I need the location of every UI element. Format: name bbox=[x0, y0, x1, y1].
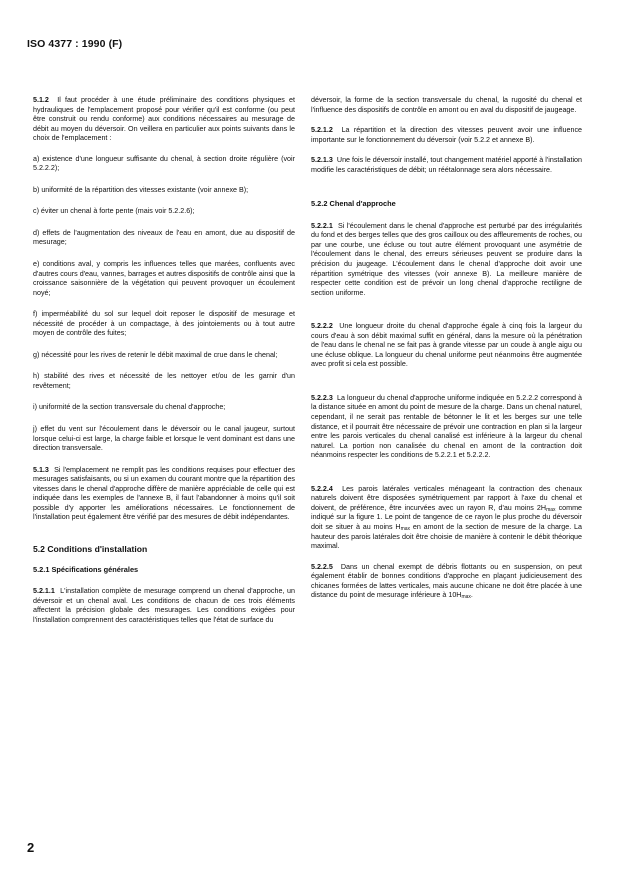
clause-text: Une longueur droite du chenal d'approche égale à cinq fois la largeur du cours d'eau à son débit maximal suffit en général, dans la mesure où la pénétration de l'eau dans le chenal ne se fait pas à grande vitesse par un coude à angle aigu ou une écluse oblique. La longueur du chenal uniforme peut néanmoins être augmentée avec profit si cela est possible. bbox=[311, 322, 582, 369]
document-header: ISO 4377 : 1990 (F) bbox=[27, 38, 123, 50]
clause-text: Une fois le déversoir installé, tout changement matériel apporté à l'installation modifie les caractéristiques de débit; un réétalonnage sera alors nécessaire. bbox=[311, 156, 582, 174]
right-column bbox=[311, 96, 582, 612]
paragraph-5-2-2-1 bbox=[311, 222, 582, 298]
list-item: g) nécessité pour les rives de retenir le débit maximal de crue dans le chenal; bbox=[33, 350, 278, 359]
list-item: f) imperméabilité du sol sur lequel doit reposer le dispositif de mesurage et nécessité de procéder à un compactage, à des jointoiements ou à tout autre moyen de contrôle des fuites; bbox=[33, 310, 295, 338]
subsection-heading-5-2-2: 5.2.2 Chenal d'approche bbox=[311, 199, 396, 209]
clause-number: 5.2.2.3 bbox=[311, 393, 333, 402]
clause-text: Il faut procéder à une étude préliminaire des conditions physiques et hydrauliques de l'emplacement proposé pour vérifier qu'il est conforme (ou peut être construit ou rendu conforme) aux conditions nécessaires au mesurage de débit au moyen du déversoir. On veillera en particulier aux points suivants dans le choix de l'emplacement : bbox=[33, 96, 295, 143]
list-item: a) existence d'une longueur suffisante du chenal, à section droite régulière (voir 5.2.2.2); bbox=[33, 154, 295, 173]
clause-text: L'installation complète de mesurage comprend un chenal d'approche, un déversoir et un chenal aval. Les conditions de chacun de ces trois éléments affectent la précision globale des mesurages. Les conditions exigées pour l'installation comprennent des caractéristiques telles que l'état de surface du bbox=[33, 587, 295, 624]
clause-number: 5.2.1.1 bbox=[33, 587, 55, 596]
list-item: b) uniformité de la répartition des vitesses existante (voir annexe B); bbox=[33, 185, 249, 194]
clause-text: . bbox=[470, 591, 473, 600]
subscript: max bbox=[546, 506, 556, 513]
clause-number: 5.2.2.1 bbox=[311, 221, 333, 230]
clause-text: Si l'écoulement dans le chenal d'approche est perturbé par des irrégularités du fond et des berges telles que des gros cailloux ou des affleurements de roches, ou par une courbe, une écluse ou tout autre élément provoquant une asymétrie de l'écoulement dans le chenal, des erreurs sérieuses peuvent se produire dans la précision du jaugeage. L'écoulement dans le chenal d'approche doit avoir une répartition symétrique des vitesses (voir annexe B). La meilleure manière de respecter cette condition est de prévoir un long chenal d'approche rectiligne de section uniforme. bbox=[311, 221, 583, 297]
clause-number: 5.2.1.3 bbox=[311, 156, 333, 165]
clause-text: Dans un chenal exempt de débris flottants ou en suspension, on peut également établir de bonnes conditions d'approche en plaçant judicieusement des chicanes formées de lattes verticales, mais aucune chicane ne doit être placée à une distance du point de mesurage inférieure à 10H bbox=[311, 562, 583, 600]
paragraph-5-2-2-4 bbox=[311, 485, 582, 552]
clause-number: 5.1.2 bbox=[33, 96, 49, 104]
clause-number: 5.1.3 bbox=[33, 465, 49, 474]
clause-number: 5.2.1.2 bbox=[311, 126, 333, 135]
subsection-heading-5-2-1: 5.2.1 Spécifications générales bbox=[33, 564, 139, 574]
paragraph-5-2-1-2 bbox=[311, 126, 582, 145]
paragraph-5-2-2-2 bbox=[311, 322, 582, 370]
paragraph-5-2-2-3 bbox=[311, 394, 582, 461]
list-item: e) conditions aval, y compris les influences telles que marées, confluents avec d'autres cours d'eau, vannes, barrages et autres dispositifs de contrôle ainsi que la croissance saisonnière de la végétation qui peuvent provoquer un écoulement noyé; bbox=[33, 260, 295, 297]
clause-text: La répartition et la direction des vitesses peuvent avoir une influence importante sur le fonctionnement du déversoir (voir 5.2.2 et annexe B). bbox=[311, 126, 583, 144]
paragraph-5-2-1-3 bbox=[311, 156, 582, 175]
clause-text: La longueur du chenal d'approche uniforme indiquée en 5.2.2.2 correspond à la distance située en amont du point de mesure de la charge. Dans un chenal naturel, cependant, il ne serait pas rentable de bétonner le lit et les berges sur une telle distance, et il pourrait être nécessaire de prévoir une contraction en plan si la largeur entre les parois verticales du chenal canalisé est inférieure à la largeur du chenal naturel. La portion non canalisée du chenal en amont de la contraction doit néanmoins respecter les conditions de 5.2.2.1 et 5.2.2.2. bbox=[311, 393, 582, 460]
subscript: max bbox=[461, 594, 471, 601]
clause-text: en amont de la section de mesure de la charge. La hauteur des parois latérales doit être choisie de manière à contenir le débit théorique maximal. bbox=[311, 522, 583, 551]
clause-text: Si l'emplacement ne remplit pas les conditions requises pour effectuer des mesurages satisfaisants, ou si un examen du courant montre que la répartition des vitesses dans le chenal d'approche diffère de manière appréciable de celle qui est indiquée dans les exemples de l'annexe B, il faut l'abandonner à moins qu'il soit possible d'y apporter les améliorations nécessaires. Le fonctionnement de l'installation peut également être vérifié par des mesures de débit indépendantes. bbox=[33, 465, 296, 522]
clause-number: 5.2.2.5 bbox=[311, 562, 333, 571]
clause-number: 5.2.2.4 bbox=[311, 484, 333, 493]
page-number: 2 bbox=[27, 840, 35, 855]
list-item: d) effets de l'augmentation des niveaux de l'eau en amont, due au dispositif de mesurage; bbox=[33, 228, 295, 247]
clause-number: 5.2.2.2 bbox=[311, 322, 333, 331]
list-item: j) effet du vent sur l'écoulement dans le déversoir ou le canal jaugeur, surtout lorsque celui-ci est large, la charge faible et lorsque le vent dominant est dans une direction transversale. bbox=[33, 425, 295, 453]
paragraph-5-2-2-5 bbox=[311, 563, 582, 601]
subscript: max bbox=[400, 525, 411, 532]
list-item: h) stabilité des rives et nécessité de les nettoyer et/ou de les garnir d'un revêtement; bbox=[33, 372, 295, 390]
paragraph-continuation: déversoir, la forme de la section transversale du chenal, la rugosité du chenal et l'influence des dispositifs de contrôle en amont ou en aval du dispositif de jaugeage. bbox=[311, 96, 582, 114]
list-item: c) éviter un chenal à forte pente (mais voir 5.2.2.6); bbox=[33, 207, 195, 216]
paragraph-5-1-3 bbox=[33, 466, 295, 523]
list-item: i) uniformité de la section transversale du chenal d'approche; bbox=[33, 403, 226, 412]
paragraph-5-1-2 bbox=[33, 96, 295, 144]
section-heading-5-2: 5.2 Conditions d'installation bbox=[33, 543, 148, 554]
clause-text: Les parois latérales verticales ménageant la contraction des chenaux naturels doivent être disposées symétriquement par rapport à l'axe du chenal et doivent, de préférence, être incurvées avec un rayon R, d'au moins 2H bbox=[311, 484, 582, 512]
left-column bbox=[33, 96, 295, 636]
paragraph-5-2-1-1 bbox=[33, 587, 295, 625]
clause-text: comme indiqué sur la figure 1. Le point de tangence de ce rayon le plus proche du déversoir doit se situer à au moins H bbox=[311, 503, 582, 531]
